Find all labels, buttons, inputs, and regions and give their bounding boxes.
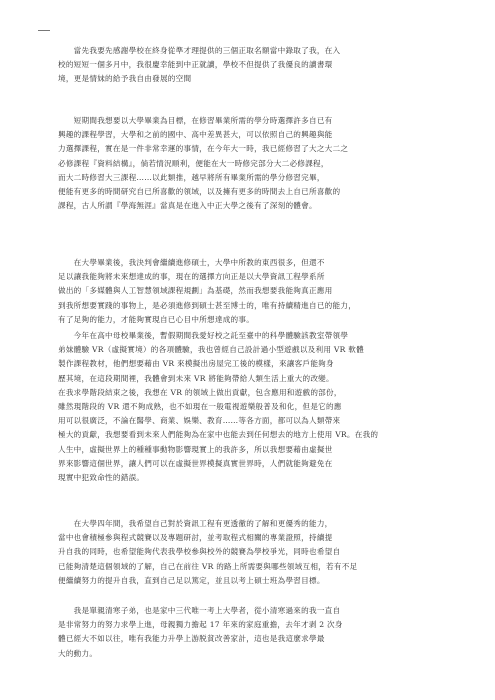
paragraph-line: 當先我要先感謝學校在終身從準才理提供的三個正取名額當中錄取了我，在入	[58, 46, 341, 55]
paragraph-line: 校的短短一個多月中，我很慶幸能到中正就讀，學校不但提供了我優良的讀書環	[58, 60, 333, 70]
paragraph-line: 極大的貢獻，我想要看到未來人們能夠為在家中也能去到任何想去的地方上使用 VR。在我的	[58, 430, 379, 440]
paragraph-vr-experience	[58, 329, 430, 485]
paragraph-graduate-plan	[58, 256, 430, 327]
paragraph-line: 在我求學階段結束之後，我想在 VR 的領域上做出貢獻，包含應用和遊戲的部份，	[58, 387, 342, 397]
paragraph-line: 界來影響這個世界，讓人們可以在虛擬世界模擬真實世界時，人們就能夠避免在	[58, 458, 333, 468]
paragraph-line: 足以讓我能夠將未來想達成的事，現在的選擇方向正是以大學資訊工程學系所	[58, 272, 325, 282]
paragraph-line: 境，更是情妹的給予我自由發展的空間	[58, 74, 192, 84]
paragraph-line: 有了足夠的能力，才能夠實現自已心目中所想達成的事。	[58, 314, 255, 324]
paragraph-line: 到我所想要實踐的事物上，是必須進修到碩士甚至博士的，唯有持續精進自已的能力，	[58, 300, 357, 310]
paragraph-line: 當中也會積極參與程式競賽以及專題研討，並考取程式相關的專業證照，持續提	[58, 533, 333, 543]
paragraph-line: 是非常努力的努力求學上進，母親獨力擔起 17 年來的家庭重擔，去年才剥 2 次身	[58, 620, 343, 630]
paragraph-line: 製作課程教材，他們想要藉由 VR 來模擬出房屋完工後的模樣，來讓客戶能夠身	[58, 359, 334, 369]
paragraph-line: 做出的「多媒體與人工智慧領域課程規劃」為基礎，然而我想要我能夠真正應用	[58, 286, 333, 296]
paragraph-short-term-plan	[58, 114, 430, 213]
header-dash-mark	[38, 30, 50, 31]
paragraph-gratitude	[58, 44, 430, 87]
paragraph-line: 歷其境，在這段期間裡，我體會到未來 VR 將能夠帶給人類生活上重大的改變。	[58, 373, 334, 383]
paragraph-line: 便繼續努力的提升自我，直到自己足以篤定，並且以考上碩士班為學習目標。	[58, 575, 325, 585]
paragraph-family-background	[58, 604, 430, 661]
paragraph-line: 興趣的課程學習，大學和之前的國中、高中差異甚大，可以依照自己的興趣與能	[58, 130, 333, 140]
paragraph-line: 大的動力。	[58, 648, 98, 658]
paragraph-line: 人生中，虛擬世界上的種種事動物影響現實上的我許多，所以我想要藉由虛擬世	[58, 444, 333, 454]
paragraph-line: 在大學畢業後，我決判會繼續進修碩士，大學中所教的東西很多，但還不	[58, 258, 325, 267]
paragraph-line: 用可以很廣泛，不論在醫學、商業、娛樂、教育……等各方面，都可以為人類帶來	[58, 416, 341, 426]
paragraph-line: 必修課程『資料結構』，倘若情況順利，便能在大一時修完部分大二必修課程，	[58, 158, 329, 168]
paragraph-four-year-goals	[58, 517, 430, 588]
paragraph-line: 已能夠清楚這個領域的了解，自己在前往 VR 的路上所需要與哪些領域互相，若有不足	[58, 561, 358, 571]
paragraph-line: 課程，古人所謂『學海無涯』當真是在進入中正大學之後有了深刻的體會。	[58, 201, 317, 211]
paragraph-line: 弟妹體驗 VR（虛擬實境）的各項體驗，我也曾經自己設計過小型遊戲以及利用 VR 軟體	[58, 345, 364, 355]
paragraph-line: 便能有更多的時間研究自已所喜歡的領域，以及擁有更多的時間去上自已所喜歡的	[58, 187, 341, 197]
paragraph-line: 我是單親清寒子弟，也是家中三代唯一考上大學者，從小清寒過來的我一直自	[58, 606, 341, 615]
paragraph-line: 現實中犯致命性的錯誤。	[58, 473, 145, 483]
paragraph-line: 力選擇課程，實在是一件非常幸運的事情，在今年大一時，我已經修習了大之大二之	[58, 144, 349, 154]
paragraph-line: 雖然現階段的 VR 還不夠成熟，也不如現在一般電視遊樂般普及和化，但是它的應	[58, 402, 342, 412]
paragraph-line: 今年在高中母校畢業後，暫假期間我愛好校之託至臺中的科學體驗該教室帶領學	[58, 331, 349, 340]
paragraph-line: 而大二時修習大三課程……以此類推，越早將所有畢業所需的學分修習完畢，	[58, 172, 325, 182]
paragraph-line: 體已經大不如以往，唯有我能力升學上游脱貧改善家計，這也是我這麼求學最	[58, 634, 325, 644]
paragraph-line: 升自我的同時，也希望能夠代表我學校參與校外的競賽為學校爭光，同時也希望自	[58, 547, 341, 557]
paragraph-line: 在大學四年間，我希望自己對於資訊工程有更透徹的了解和更優秀的能力，	[58, 519, 333, 528]
paragraph-line: 短期間我想要以大學畢業為目標，在修習畢業所需的學分時選擇許多自已有	[58, 116, 333, 125]
